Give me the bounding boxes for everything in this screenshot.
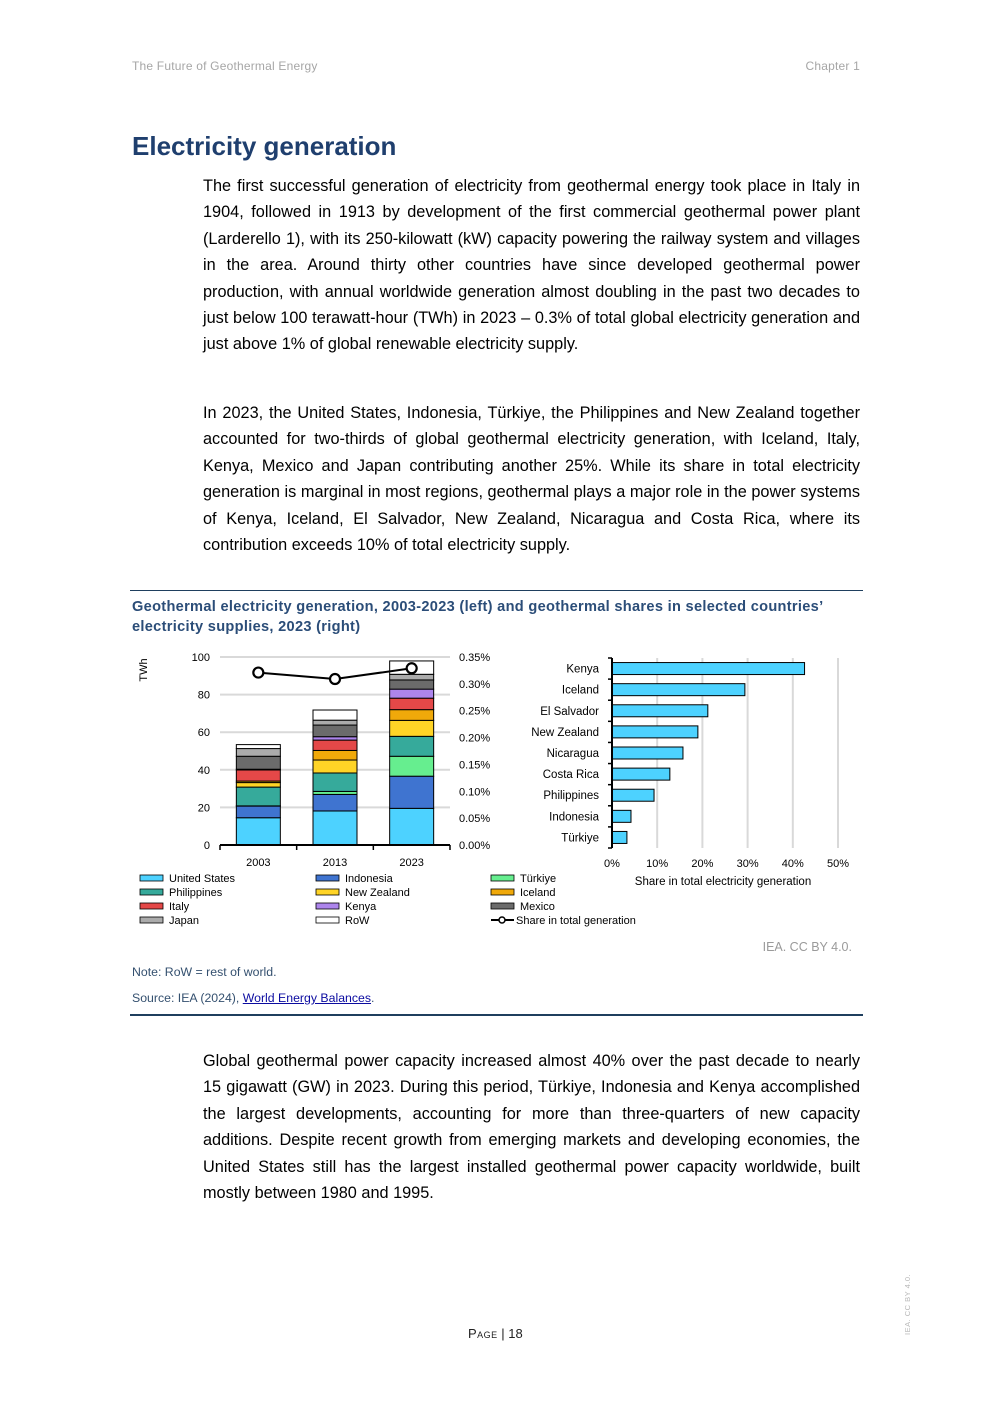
figure-source xyxy=(132,991,374,1005)
x-tick-label: 30% xyxy=(736,858,759,870)
x-tick-label: 20% xyxy=(691,858,714,870)
source-suffix: . xyxy=(371,991,375,1005)
figure-bottom-rule xyxy=(130,1014,863,1016)
share-bar xyxy=(612,831,627,843)
legend-line-marker xyxy=(499,917,505,923)
legend-label: Philippines xyxy=(169,887,223,899)
legend-swatch xyxy=(316,875,339,881)
share-bar xyxy=(612,789,654,801)
y-tick-label: 20 xyxy=(197,802,210,815)
x-tick-label: 0% xyxy=(604,858,620,870)
y2-tick-label: 0.00% xyxy=(459,840,491,852)
bar-segment-united-states xyxy=(313,811,357,845)
figure-credit: IEA. CC BY 4.0. xyxy=(762,940,852,954)
body-paragraph-2: In 2023, the United States, Indonesia, Türkiye, the Philippines and New Zealand together accounted for two-thirds of global geothermal electricity generation, with Iceland, Italy, Kenya, Mexico and Japan contributing another 25%. While its share in total electricity generation is marginal in most regions, geothermal plays a major role in the power systems of Kenya, Iceland, El Salvador, New Zealand, Nicaragua and Costa Rica, where its contribution exceeds 10% of total electricity supply. xyxy=(203,404,860,555)
category-label: Nicaragua xyxy=(546,748,599,760)
running-header-chapter: Chapter 1 xyxy=(805,59,860,73)
share-point xyxy=(253,668,263,678)
share-point xyxy=(407,663,417,673)
x-tick-label: 10% xyxy=(646,858,669,870)
legend-label: United States xyxy=(169,873,236,885)
bar-segment-row xyxy=(313,710,357,720)
bar-segment-philippines xyxy=(313,773,357,791)
legend-label: Iceland xyxy=(520,887,556,899)
bar-segment-japan xyxy=(313,720,357,725)
legend-swatch xyxy=(140,917,163,923)
bar-segment-philippines xyxy=(236,787,280,806)
y-tick-label: 60 xyxy=(197,727,210,740)
bar-segment-kenya xyxy=(313,737,357,740)
y2-tick-label: 0.20% xyxy=(459,732,491,745)
figure-note: Note: RoW = rest of world. xyxy=(132,965,277,979)
bar-segment-new-zealand xyxy=(236,783,280,788)
category-label: El Salvador xyxy=(540,705,599,718)
x-tick-label: 2013 xyxy=(322,857,348,869)
section-title: Electricity generation xyxy=(132,131,397,161)
bar-segment-united-states xyxy=(236,818,280,845)
share-bar xyxy=(612,684,745,696)
bar-segment-indonesia xyxy=(313,794,357,811)
page-word: Page xyxy=(468,1326,498,1341)
bar-segment-new-zealand xyxy=(390,720,434,736)
legend-swatch xyxy=(140,875,163,881)
share-bar xyxy=(612,747,683,759)
share-bar xyxy=(612,705,708,717)
x-tick-label: 40% xyxy=(781,858,804,870)
legend-label: Mexico xyxy=(520,901,555,913)
bar-segment-japan xyxy=(236,749,280,757)
category-label: Philippines xyxy=(543,790,599,803)
bar-segment-row xyxy=(236,745,280,749)
y2-tick-label: 0.05% xyxy=(459,813,491,826)
bar-segment-t-rkiye xyxy=(390,756,434,776)
legend-swatch xyxy=(140,903,163,909)
share-bar xyxy=(612,726,698,738)
x-tick-label: 2023 xyxy=(399,857,424,869)
legend-label: Japan xyxy=(169,915,199,927)
category-label: Iceland xyxy=(561,684,599,697)
legend-label: Kenya xyxy=(345,901,377,913)
page-number-value: 18 xyxy=(508,1326,523,1341)
y2-tick-label: 0.30% xyxy=(459,678,491,691)
page-number xyxy=(468,1326,523,1341)
bar-segment-mexico xyxy=(390,680,434,689)
bar-segment-japan xyxy=(390,674,434,680)
category-label: Costa Rica xyxy=(542,769,599,782)
y2-tick-label: 0.10% xyxy=(459,786,491,799)
body-paragraph-1: The first successful generation of electricity from geothermal energy took place in Italy in 1904, followed in 1913 by development of the first commercial geothermal power plant (Larderello 1), with its 250-kilowatt (kW) capacity powering the railway system and villages in the area. Around thirty other countries have since developed geothermal power production, with annual worldwide generation almost doubling in the past two decades to just below 100 terawatt-hour (TWh) in 2023 – 0.3% of total global electricity generation and just above 1% of global renewable electricity supply. xyxy=(203,177,860,354)
y-tick-label: 80 xyxy=(197,689,210,702)
legend-label: Indonesia xyxy=(345,873,393,885)
share-bar xyxy=(612,663,805,675)
bar-segment-italy xyxy=(236,770,280,781)
legend-swatch xyxy=(491,889,514,895)
bar-segment-italy xyxy=(313,740,357,750)
legend-label: Share in total generation xyxy=(516,915,636,927)
share-bar xyxy=(612,768,670,780)
y-tick-label: 40 xyxy=(197,764,210,777)
y-tick-label: 100 xyxy=(191,652,210,664)
y-axis-label: TWh xyxy=(138,658,150,682)
bar-segment-mexico xyxy=(236,756,280,769)
legend-label: Türkiye xyxy=(520,873,557,885)
legend-label: New Zealand xyxy=(345,887,410,899)
bar-segment-indonesia xyxy=(390,776,434,808)
y2-tick-label: 0.15% xyxy=(459,759,491,772)
share-point xyxy=(330,674,340,684)
bar-segment-iceland xyxy=(390,710,434,721)
legend-label: Italy xyxy=(169,901,190,913)
figure-title: Geothermal electricity generation, 2003-2023 (left) and geothermal shares in selected countries’ electricity supplies, 2023 (right) xyxy=(132,599,823,635)
category-label: Türkiye xyxy=(561,832,599,845)
x-axis-label: Share in total electricity generation xyxy=(634,876,812,888)
running-header-title: The Future of Geothermal Energy xyxy=(132,59,318,73)
bar-segment-philippines xyxy=(390,736,434,756)
bar-segment-new-zealand xyxy=(313,760,357,773)
y-tick-label: 0 xyxy=(203,840,210,852)
x-tick-label: 50% xyxy=(826,858,850,870)
category-label: Indonesia xyxy=(549,811,599,824)
bar-segment-mexico xyxy=(313,725,357,737)
legend-swatch xyxy=(316,903,339,909)
bar-segment-kenya xyxy=(390,689,434,698)
bar-segment-indonesia xyxy=(236,806,280,818)
legend-label: RoW xyxy=(345,915,370,927)
source-link[interactable]: World Energy Balances xyxy=(242,991,372,1005)
side-license: IEA. CC BY 4.0. xyxy=(903,1273,912,1335)
legend-swatch xyxy=(316,917,339,923)
legend-swatch xyxy=(316,889,339,895)
bar-segment-united-states xyxy=(390,808,434,845)
category-label: New Zealand xyxy=(531,726,599,739)
page-separator: | xyxy=(497,1326,509,1341)
legend-swatch xyxy=(140,889,163,895)
x-tick-label: 2003 xyxy=(246,857,271,869)
bar-segment-iceland xyxy=(313,750,357,760)
legend-swatch xyxy=(491,875,514,881)
share-bar xyxy=(612,810,631,822)
category-label: Kenya xyxy=(566,663,599,676)
source-prefix: Source: IEA (2024), xyxy=(132,991,243,1005)
legend-swatch xyxy=(491,903,514,909)
body-paragraph-3: Global geothermal power capacity increased almost 40% over the past decade to nearly 15 gigawatt (GW) in 2023. During this period, Türkiye, Indonesia and Kenya accomplished the largest developments, accounting for more than three-quarters of new capacity additions. Despite recent growth from emerging markets and developing economies, the United States still has the largest installed geothermal power capacity worldwide, built mostly between 1980 and 1995. xyxy=(203,1052,860,1203)
y2-tick-label: 0.25% xyxy=(459,705,491,718)
y2-tick-label: 0.35% xyxy=(459,652,491,664)
bar-segment-italy xyxy=(390,698,434,709)
